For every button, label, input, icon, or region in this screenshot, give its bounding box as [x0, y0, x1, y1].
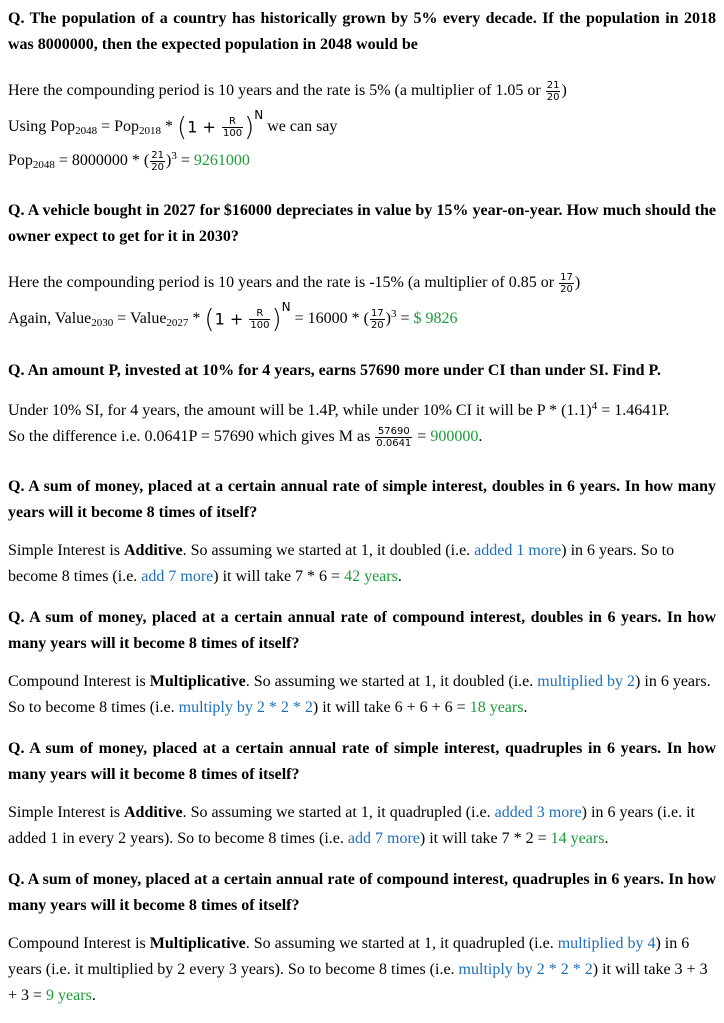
answer: 9261000	[193, 152, 250, 169]
fraction: $\frac{R}{100}$	[222, 115, 243, 139]
q2-rate-line: Here the compounding period is 10 years and the rate is -15% (a multiplier of 0.85 or $\frac{17}{20}$ )	[8, 271, 581, 295]
answer: 42 years	[344, 568, 398, 585]
answer: 14 years	[550, 830, 605, 847]
question-1: Q. The population of a country has historically grown by 5% every decade. If the population in 2018 was 8000000, then the expected population in 2048 would be	[8, 10, 716, 53]
q3-line-2: So the difference i.e. 0.0641P = 57690 which gives M as $\frac{57690}{0.0641}$ = 900000.	[8, 425, 483, 449]
q5-answer: Compound Interest is Multiplicative. So assuming we started at 1, it doubled (i.e. multiplied by 2) in 6 years. So to become 8 times (i.e. multiply by 2 * 2 * 2) it will take 6 + 6 + 6 = 18 years.	[8, 673, 711, 716]
q7-answer: Compound Interest is Multiplicative. So assuming we started at 1, it quadrupled (i.e. multiplied by 4) in 6 years (i.e. it multiplied by 2 every 3 years). So to become 8 times (i.e. multiply by 2 * 2 * 2) it will take 3 + 3 + 3 = 9 years.	[8, 935, 708, 1004]
q2-formula-line: Again, Value$_{2030}$ = Value$_{2027}$ * (1 + $\frac{R}{100}$ )$^N$ = 16000 * ( $\frac{17}{20}$ )$^3$ = $ 9826	[8, 300, 458, 335]
q1-rate-line: Here the compounding period is 10 years and the rate is 5% (a multiplier of 1.05 or $\frac{21}{20}$ )	[8, 79, 567, 103]
fraction: $\frac{17}{20}$	[370, 307, 384, 331]
q3-line-1: Under 10% SI, for 4 years, the amount will be 1.4P, while under 10% CI it will be $P * (1.1)^4 = 1.4641P$.	[8, 400, 670, 419]
q4-answer: Simple Interest is Additive. So assuming we started at 1, it doubled (i.e. added 1 more) in 6 years. So to become 8 times (i.e. add 7 more) it will take 7 * 6 = 42 years.	[8, 542, 675, 585]
answer: 18 years	[469, 699, 524, 716]
question-3: Q. An amount P, invested at 10% for 4 years, earns 57690 more under CI than under SI. Find P.	[8, 362, 661, 379]
q1-formula-line: Using Pop$_{2048}$ = Pop$_{2018}$ * (1 + $\frac{R}{100}$ )$^N$ we can say	[8, 108, 338, 143]
question-2: Q. A vehicle bought in 2027 for $16000 depreciates in value by 15% year-on-year. How much should the owner expect to get for it in 2030?	[8, 202, 716, 245]
q1-result-line: Pop$_{2048}$ = 8000000 * ( $\frac{21}{20}$ )$^3$ = 9261000	[8, 149, 250, 173]
question-4: Q. A sum of money, placed at a certain annual rate of simple interest, doubles in 6 years. In how many years will it become 8 times of itself?	[8, 478, 716, 521]
question-7: Q. A sum of money, placed at a certain annual rate of compound interest, quadruples in 6 years. In how many years will it become 8 times of itself?	[8, 871, 716, 914]
question-5: Q. A sum of money, placed at a certain annual rate of compound interest, doubles in 6 years. In how many years will it become 8 times of itself?	[8, 609, 716, 652]
fraction: $\frac{21}{20}$	[151, 149, 164, 173]
fraction: $\frac{57690}{0.0641}$	[376, 425, 412, 449]
q6-answer: Simple Interest is Additive. So assuming we started at 1, it quadrupled (i.e. added 3 more) in 6 years (i.e. it added 1 in every 2 years). So to become 8 times (i.e. add 7 more) it will take 7 * 2 = 14 years.	[8, 804, 695, 847]
fraction: $\frac{R}{100}$	[250, 307, 270, 331]
fraction: $\frac{21}{20}$	[546, 79, 560, 103]
answer: 9 years	[46, 987, 92, 1004]
answer: $ 9826	[413, 310, 458, 327]
fraction: $\frac{17}{20}$	[560, 271, 573, 295]
answer: 900000	[430, 428, 479, 445]
question-6: Q. A sum of money, placed at a certain annual rate of simple interest, quadruples in 6 years. In how many years will it become 8 times of itself?	[8, 740, 716, 783]
